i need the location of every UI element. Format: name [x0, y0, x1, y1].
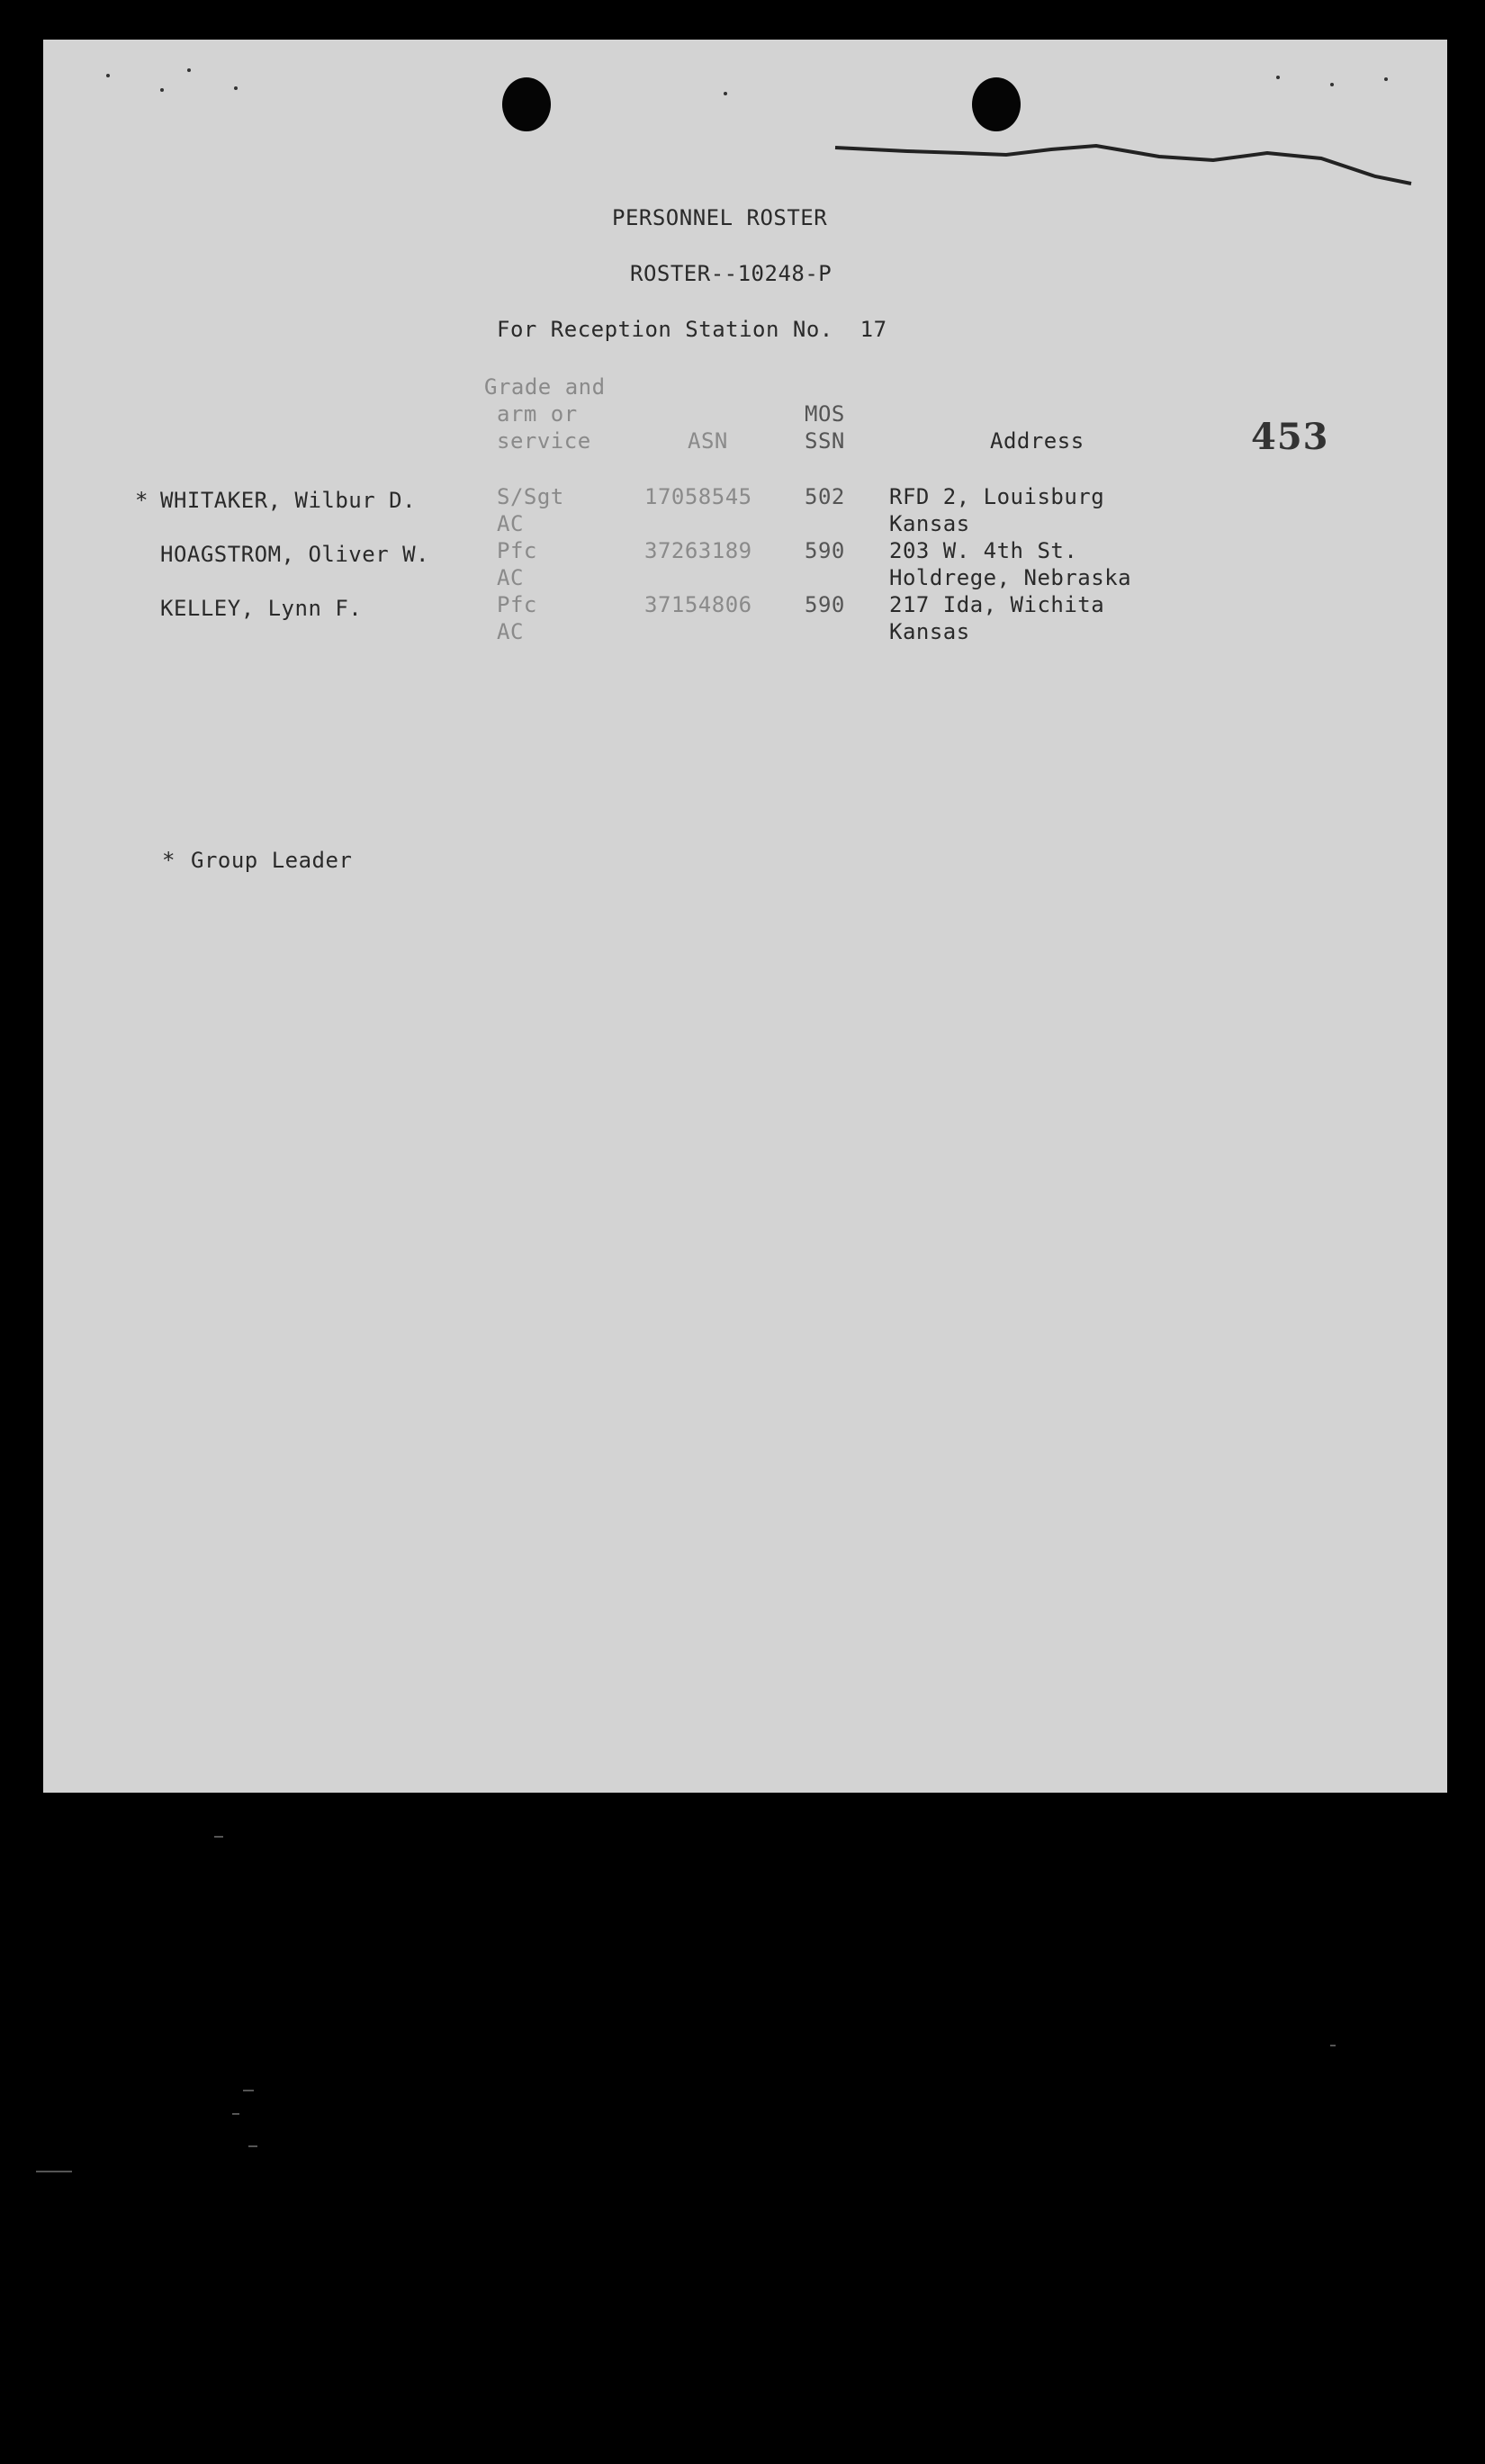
header-asn: ASN [688, 428, 728, 454]
row-3-asn: 37154806 [644, 592, 752, 617]
row-3-grade: Pfc [497, 592, 537, 617]
row-2-name: HOAGSTROM, Oliver W. [160, 542, 429, 567]
row-2-asn: 37263189 [644, 538, 752, 563]
header-grade-line1: Grade and [484, 374, 606, 400]
row-3-address-line2: Kansas [889, 619, 970, 644]
header-mos-line1: MOS [805, 401, 845, 427]
row-1-grade: S/Sgt [497, 484, 564, 509]
background-speck [214, 1836, 223, 1838]
row-1-name: WHITAKER, Wilbur D. [160, 488, 417, 513]
roster-number: ROSTER--10248-P [630, 261, 832, 286]
row-2-grade: Pfc [497, 538, 537, 563]
punch-hole-left [502, 77, 551, 131]
torn-edge-mark [799, 94, 1429, 202]
row-2-address-line2: Holdrege, Nebraska [889, 565, 1132, 590]
header-address: Address [990, 428, 1084, 454]
speck [1384, 77, 1388, 81]
background-speck [1330, 2045, 1336, 2046]
background-speck [243, 2090, 254, 2091]
row-1-address-line2: Kansas [889, 511, 970, 536]
header-grade-line3: service [497, 428, 591, 454]
station-line: For Reception Station No. 17 [497, 317, 887, 342]
speck [1276, 76, 1280, 79]
row-1-marker: * [135, 488, 148, 513]
row-3-address-line1: 217 Ida, Wichita [889, 592, 1105, 617]
footnote-marker: * [162, 848, 176, 873]
row-1-address-line1: RFD 2, Louisburg [889, 484, 1105, 509]
speck [724, 92, 727, 95]
row-1-mos: 502 [805, 484, 845, 509]
roster-page [43, 40, 1447, 1793]
header-mos-line2: SSN [805, 428, 845, 454]
speck [234, 86, 238, 90]
row-2-mos: 590 [805, 538, 845, 563]
speck [1330, 83, 1334, 86]
background-speck [248, 2145, 257, 2147]
row-3-mos: 590 [805, 592, 845, 617]
document-title: PERSONNEL ROSTER [612, 205, 828, 230]
header-grade-line2: arm or [497, 401, 578, 427]
row-1-asn: 17058545 [644, 484, 752, 509]
page-number: 453 [1251, 416, 1329, 458]
background-speck [36, 2171, 72, 2172]
background-speck [232, 2113, 239, 2115]
row-2-address-line1: 203 W. 4th St. [889, 538, 1078, 563]
row-3-service: AC [497, 619, 524, 644]
speck [160, 88, 164, 92]
row-1-service: AC [497, 511, 524, 536]
speck [187, 68, 191, 72]
speck [106, 74, 110, 77]
row-2-service: AC [497, 565, 524, 590]
row-3-name: KELLEY, Lynn F. [160, 596, 363, 621]
footnote-text: Group Leader [191, 848, 353, 873]
